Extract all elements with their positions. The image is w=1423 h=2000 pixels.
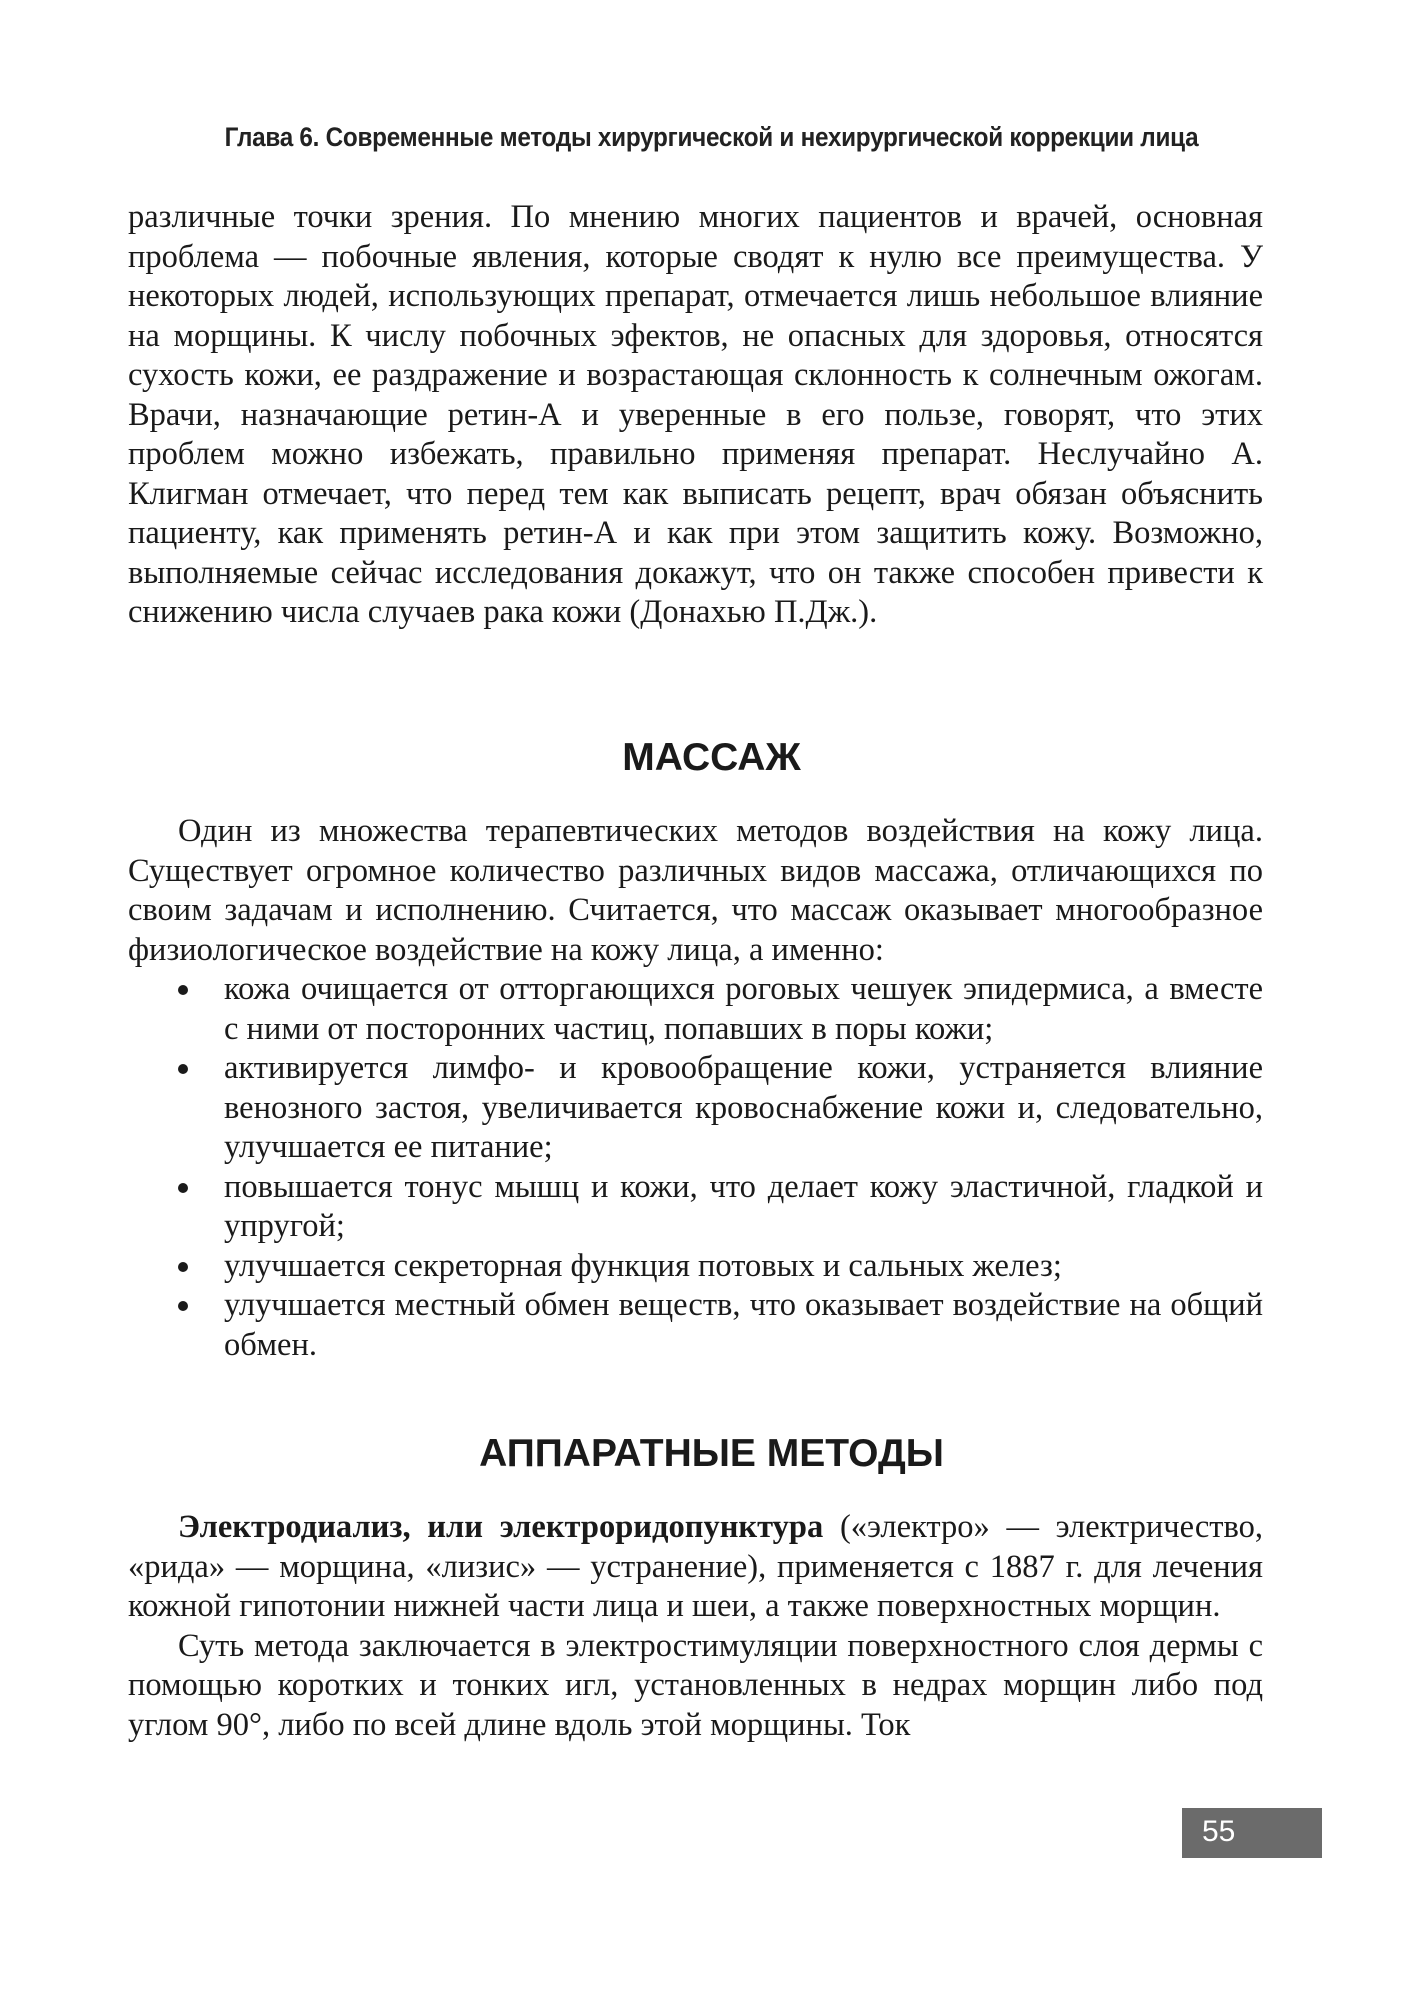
bullet-dot	[178, 1183, 188, 1193]
bullet-dot	[178, 1262, 188, 1272]
massage-paragraph: Один из множества терапевтических методов воздействия на кожу лица. Существует огромное количество различных видов массажа, отличающихся по своим задачам и исполнению. Считается, что массаж оказывает многообразное физиологическое воздействие на кожу лица, а именно:	[128, 813, 1263, 968]
massage-heading: МАССАЖ	[622, 736, 801, 779]
list-item-text: улучшается секреторная функция потовых и сальных желез;	[224, 1247, 1062, 1284]
list-item	[128, 970, 1263, 1049]
bullet-dot	[178, 1301, 188, 1311]
list-item	[128, 1286, 1263, 1365]
running-head: Глава 6. Современные методы хирургической и нехирургической коррекции лица	[224, 122, 1199, 152]
list-item	[128, 1049, 1263, 1168]
bullet-dot	[178, 985, 188, 995]
intro-paragraph	[128, 198, 1263, 633]
list-item-text: кожа очищается от отторгающихся роговых чешуек эпидермиса, а вместе с ними от посторонних частиц, попавших в поры кожи;	[224, 971, 1263, 1047]
page-number: 55	[1202, 1815, 1236, 1848]
method-essence-paragraph: Суть метода заключается в электростимуляции поверхностного слоя дермы с помощью коротких и тонких игл, установленных в недрах морщин либо под углом 90°, либо по всей длине вдоль этой морщины. Ток	[128, 1627, 1263, 1743]
page-number-box	[1182, 1808, 1322, 1858]
list-item	[128, 1247, 1263, 1287]
hardware-section	[128, 1508, 1263, 1745]
massage-section	[128, 812, 1263, 1365]
massage-effects-list	[128, 970, 1263, 1365]
electrodialysis-paragraph	[128, 1508, 1263, 1627]
electrodialysis-term: Электродиализ, или электроридопунктура	[178, 1509, 824, 1545]
bullet-dot	[178, 1064, 188, 1074]
electrodialysis-description: («электро» — электричество, «рида» — морщина, «лизис» — устранение), применяется с 1887 г. для лечения кожной гипотонии нижней части лица и шеи, а также поверхностных морщин.	[128, 1509, 1263, 1624]
list-item-text: улучшается местный обмен веществ, что оказывает воздействие на общий обмен.	[224, 1287, 1263, 1363]
intro-paragraph-text: различные точки зрения. По мнению многих пациентов и врачей, основная проблема — побочные явления, которые сводят к нулю все преимущества. У некоторых людей, использующих препарат, отмечается лишь небольшое влияние на морщины. К числу побочных эфектов, не опасных для здоровья, относятся сухость кожи, ее раздражение и возрастающая склонность к солнечным ожогам. Врачи, назначающие ретин-А и уверенные в его пользе, говорят, что этих проблем можно избежать, правильно применяя препарат. Неслучайно А. Клигман отмечает, что перед тем как выписать рецепт, врач обязан объяснить пациенту, как применять ретин-А и как при этом защитить кожу. Возможно, выполняемые сейчас исследования докажут, что он также способен привести к снижению числа случаев рака кожи (Донахью П.Дж.).	[128, 199, 1263, 630]
list-item-text: активируется лимфо- и кровообращение кожи, устраняется влияние венозного застоя, увеличивается кровоснабжение кожи и, следовательно, улучшается ее питание;	[224, 1050, 1263, 1165]
list-item	[128, 1168, 1263, 1247]
hardware-methods-heading: АППАРАТНЫЕ МЕТОДЫ	[479, 1432, 944, 1475]
list-item-text: повышается тонус мышц и кожи, что делает кожу эластичной, гладкой и упругой;	[224, 1168, 1263, 1244]
